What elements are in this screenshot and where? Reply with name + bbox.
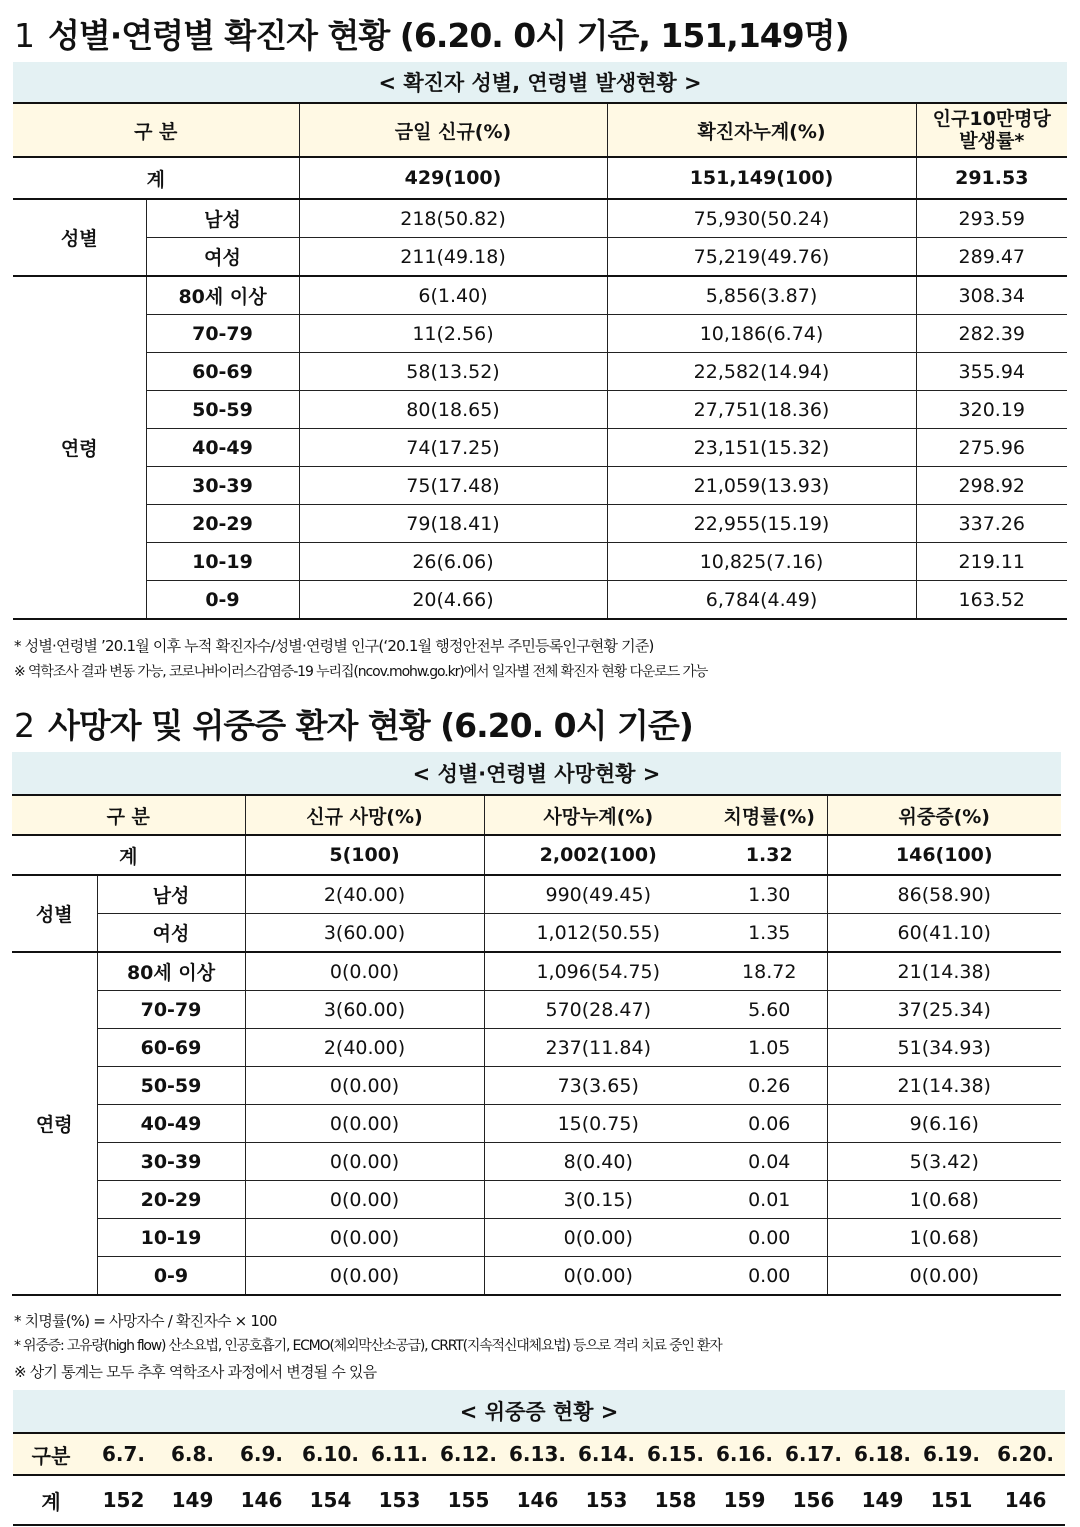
date-cell: 6.20.	[986, 1433, 1065, 1475]
row-label: 남성	[97, 875, 245, 914]
section1-title	[14, 10, 849, 57]
row-critical: 21(14.38)	[827, 952, 1061, 991]
row-label: 여성	[146, 238, 299, 277]
section2-title	[14, 700, 693, 747]
row-new: 0(0.00)	[245, 1105, 484, 1143]
row-label: 50-59	[146, 391, 299, 429]
row-header: 구분	[13, 1433, 89, 1475]
row-cumulative: 27,751(18.36)	[607, 391, 916, 429]
row-new: 75(17.48)	[299, 467, 607, 505]
row-fatality: 0.26	[712, 1067, 827, 1105]
row-cumulative: 6,784(4.49)	[607, 581, 916, 620]
row-cumulative: 22,955(15.19)	[607, 505, 916, 543]
row-new: 3(60.00)	[245, 991, 484, 1029]
row-cumulative: 10,825(7.16)	[607, 543, 916, 581]
row-rate: 275.96	[916, 429, 1067, 467]
row-new: 211(49.18)	[299, 238, 607, 277]
count-cell: 156	[779, 1475, 848, 1525]
row-label: 30-39	[97, 1143, 245, 1181]
row-new: 0(0.00)	[245, 1067, 484, 1105]
row-label: 60-69	[146, 353, 299, 391]
row-new: 11(2.56)	[299, 315, 607, 353]
count-cell: 154	[296, 1475, 365, 1525]
count-cell: 153	[572, 1475, 641, 1525]
row-label: 30-39	[146, 467, 299, 505]
age-group-label: 연령	[12, 952, 97, 1295]
row-cumulative: 0(0.00)	[484, 1219, 712, 1257]
total-label: 계	[13, 157, 299, 199]
row-new: 74(17.25)	[299, 429, 607, 467]
section2-number: 2	[14, 706, 34, 745]
row-cumulative: 75,930(50.24)	[607, 199, 916, 238]
header-category: 구 분	[13, 103, 299, 157]
row-new: 2(40.00)	[245, 1029, 484, 1067]
row-fatality: 0.00	[712, 1219, 827, 1257]
row-rate: 293.59	[916, 199, 1067, 238]
total-cumulative: 2,002(100)	[484, 835, 712, 875]
row-label: 0-9	[97, 1257, 245, 1296]
row-fatality: 1.35	[712, 914, 827, 953]
row-label: 10-19	[97, 1219, 245, 1257]
row-new: 0(0.00)	[245, 1219, 484, 1257]
header-fatality-rate: 치명률(%)	[712, 795, 827, 835]
header-rate-line2: 발생률*	[959, 130, 1025, 152]
count-cell: 152	[89, 1475, 158, 1525]
row-rate: 355.94	[916, 353, 1067, 391]
row-label: 60-69	[97, 1029, 245, 1067]
row-cumulative: 75,219(49.76)	[607, 238, 916, 277]
row-new: 0(0.00)	[245, 1181, 484, 1219]
row-rate: 219.11	[916, 543, 1067, 581]
count-label: 계	[13, 1475, 89, 1525]
count-cell: 146	[503, 1475, 572, 1525]
section2-title-text: 사망자 및 위중증 환자 현황 (6.20. 0시 기준)	[48, 706, 693, 745]
date-cell: 6.8.	[158, 1433, 227, 1475]
date-cell: 6.12.	[434, 1433, 503, 1475]
header-cumulative: 확진자누계(%)	[607, 103, 916, 157]
row-label: 20-29	[146, 505, 299, 543]
total-cumulative: 151,149(100)	[607, 157, 916, 199]
row-label: 40-49	[146, 429, 299, 467]
row-cumulative: 10,186(6.74)	[607, 315, 916, 353]
row-new: 58(13.52)	[299, 353, 607, 391]
count-cell: 158	[641, 1475, 710, 1525]
row-new: 218(50.82)	[299, 199, 607, 238]
sex-group-label: 성별	[13, 199, 146, 276]
row-cumulative: 8(0.40)	[484, 1143, 712, 1181]
row-new: 6(1.40)	[299, 276, 607, 315]
row-new: 3(60.00)	[245, 914, 484, 953]
date-cell: 6.13.	[503, 1433, 572, 1475]
row-label: 20-29	[97, 1181, 245, 1219]
section2-note-3: ※ 상기 통계는 모두 추후 역학조사 과정에서 변경될 수 있음	[14, 1363, 377, 1381]
row-new: 2(40.00)	[245, 875, 484, 914]
row-critical: 9(6.16)	[827, 1105, 1061, 1143]
row-rate: 308.34	[916, 276, 1067, 315]
row-critical: 86(58.90)	[827, 875, 1061, 914]
row-label: 여성	[97, 914, 245, 953]
row-label: 70-79	[97, 991, 245, 1029]
row-label: 70-79	[146, 315, 299, 353]
total-new: 429(100)	[299, 157, 607, 199]
row-critical: 21(14.38)	[827, 1067, 1061, 1105]
row-label: 80세 이상	[146, 276, 299, 315]
total-label: 계	[12, 835, 245, 875]
row-rate: 298.92	[916, 467, 1067, 505]
row-critical: 0(0.00)	[827, 1257, 1061, 1296]
row-cumulative: 5,856(3.87)	[607, 276, 916, 315]
section1-note-1: * 성별·연령별 ’20.1월 이후 누적 확진자수/성별·연령별 인구(‘20.1월 행정안전부 주민등록인구현황 기준)	[14, 637, 654, 655]
date-cell: 6.9.	[227, 1433, 296, 1475]
row-critical: 1(0.68)	[827, 1219, 1061, 1257]
row-rate: 337.26	[916, 505, 1067, 543]
row-label: 40-49	[97, 1105, 245, 1143]
row-fatality: 5.60	[712, 991, 827, 1029]
table3-caption: < 위중증 현황 >	[13, 1390, 1065, 1433]
header-new-deaths: 신규 사망(%)	[245, 795, 484, 835]
count-cell: 149	[848, 1475, 917, 1525]
row-cumulative: 237(11.84)	[484, 1029, 712, 1067]
row-label: 80세 이상	[97, 952, 245, 991]
section1-number: 1	[14, 16, 34, 55]
row-fatality: 0.00	[712, 1257, 827, 1296]
row-cumulative: 1,096(54.75)	[484, 952, 712, 991]
count-cell: 153	[365, 1475, 434, 1525]
date-cell: 6.17.	[779, 1433, 848, 1475]
row-fatality: 0.04	[712, 1143, 827, 1181]
row-cumulative: 0(0.00)	[484, 1257, 712, 1296]
row-fatality: 0.01	[712, 1181, 827, 1219]
row-cumulative: 73(3.65)	[484, 1067, 712, 1105]
date-cell: 6.7.	[89, 1433, 158, 1475]
critical-trend-table	[13, 1390, 1065, 1526]
row-new: 0(0.00)	[245, 952, 484, 991]
row-label: 10-19	[146, 543, 299, 581]
row-rate: 289.47	[916, 238, 1067, 277]
row-label: 남성	[146, 199, 299, 238]
table2-caption: < 성별·연령별 사망현황 >	[12, 752, 1061, 795]
deaths-table	[12, 752, 1061, 1296]
row-cumulative: 570(28.47)	[484, 991, 712, 1029]
date-cell: 6.10.	[296, 1433, 365, 1475]
count-cell: 149	[158, 1475, 227, 1525]
section2-note-2: * 위중증: 고유량(high flow) 산소요법, 인공호흡기, ECMO(체외막산소공급), CRRT(지속적신대체요법) 등으로 격리 치료 중인 환자	[14, 1338, 722, 1354]
age-group-label: 연령	[13, 276, 146, 619]
row-fatality: 1.05	[712, 1029, 827, 1067]
row-new: 79(18.41)	[299, 505, 607, 543]
count-cell: 159	[710, 1475, 779, 1525]
row-fatality: 18.72	[712, 952, 827, 991]
sex-group-label: 성별	[12, 875, 97, 952]
row-fatality: 0.06	[712, 1105, 827, 1143]
row-label: 0-9	[146, 581, 299, 620]
row-cumulative: 22,582(14.94)	[607, 353, 916, 391]
row-rate: 282.39	[916, 315, 1067, 353]
row-fatality: 1.30	[712, 875, 827, 914]
row-new: 0(0.00)	[245, 1143, 484, 1181]
total-rate: 291.53	[916, 157, 1067, 199]
confirmed-cases-table	[13, 62, 1067, 620]
row-cumulative: 15(0.75)	[484, 1105, 712, 1143]
header-rate	[916, 103, 1067, 157]
header-category: 구 분	[12, 795, 245, 835]
date-cell: 6.16.	[710, 1433, 779, 1475]
total-critical: 146(100)	[827, 835, 1061, 875]
table1-caption: < 확진자 성별, 연령별 발생현황 >	[13, 62, 1067, 103]
date-cell: 6.18.	[848, 1433, 917, 1475]
header-cumulative-deaths: 사망누계(%)	[484, 795, 712, 835]
row-cumulative: 1,012(50.55)	[484, 914, 712, 953]
section2-note-1: * 치명률(%) = 사망자수 / 확진자수 × 100	[14, 1312, 277, 1330]
date-cell: 6.14.	[572, 1433, 641, 1475]
header-new-cases: 금일 신규(%)	[299, 103, 607, 157]
row-cumulative: 21,059(13.93)	[607, 467, 916, 505]
row-rate: 163.52	[916, 581, 1067, 620]
row-cumulative: 23,151(15.32)	[607, 429, 916, 467]
row-new: 20(4.66)	[299, 581, 607, 620]
total-new: 5(100)	[245, 835, 484, 875]
date-cell: 6.19.	[917, 1433, 986, 1475]
row-new: 0(0.00)	[245, 1257, 484, 1296]
header-rate-line1: 인구10만명당	[932, 108, 1051, 130]
count-cell: 146	[227, 1475, 296, 1525]
row-label: 50-59	[97, 1067, 245, 1105]
count-cell: 151	[917, 1475, 986, 1525]
row-critical: 1(0.68)	[827, 1181, 1061, 1219]
section1-note-2: ※ 역학조사 결과 변동 가능, 코로나바이러스감염증-19 누리집(ncov.mohw.go.kr)에서 일자별 전체 확진자 현황 다운로드 가능	[14, 664, 708, 680]
total-fatality: 1.32	[712, 835, 827, 875]
row-critical: 51(34.93)	[827, 1029, 1061, 1067]
date-cell: 6.11.	[365, 1433, 434, 1475]
row-critical: 60(41.10)	[827, 914, 1061, 953]
date-cell: 6.15.	[641, 1433, 710, 1475]
count-cell: 146	[986, 1475, 1065, 1525]
row-new: 26(6.06)	[299, 543, 607, 581]
row-cumulative: 990(49.45)	[484, 875, 712, 914]
row-rate: 320.19	[916, 391, 1067, 429]
header-critical: 위중증(%)	[827, 795, 1061, 835]
row-new: 80(18.65)	[299, 391, 607, 429]
count-cell: 155	[434, 1475, 503, 1525]
row-critical: 37(25.34)	[827, 991, 1061, 1029]
row-critical: 5(3.42)	[827, 1143, 1061, 1181]
section1-title-text: 성별·연령별 확진자 현황 (6.20. 0시 기준, 151,149명)	[48, 16, 849, 55]
row-cumulative: 3(0.15)	[484, 1181, 712, 1219]
